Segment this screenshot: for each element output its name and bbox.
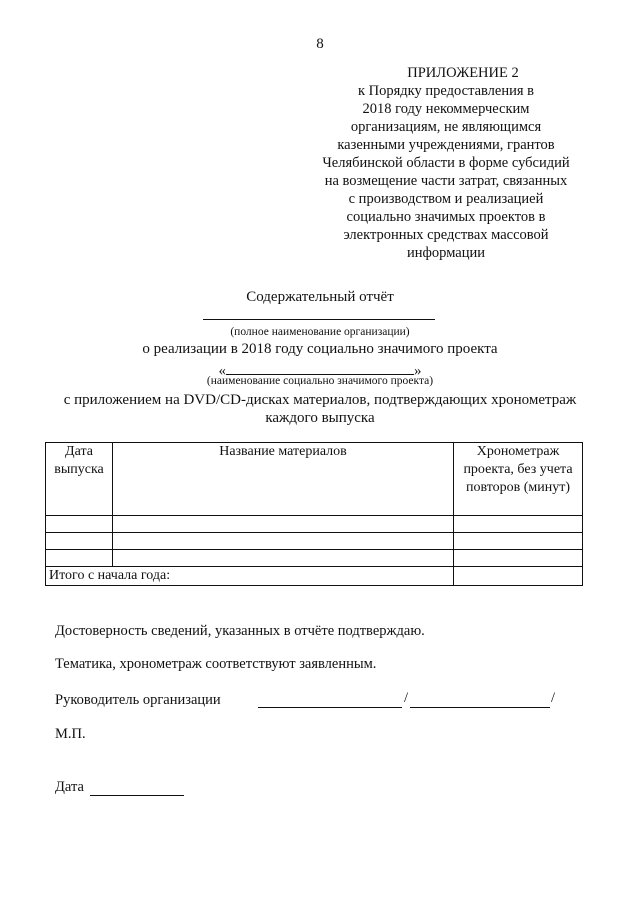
- appendix-title: ПРИЛОЖЕНИЕ 2: [407, 65, 519, 81]
- appendix-line: казенными учреждениями, грантов: [337, 137, 555, 153]
- head-of-organization-label: Руководитель организации: [55, 692, 221, 708]
- table-cell: [113, 533, 454, 550]
- header-material-name: Название материалов: [113, 443, 454, 516]
- signature-name-line: [410, 707, 550, 708]
- signature-separator: /: [404, 690, 409, 706]
- page-number: 8: [316, 36, 324, 52]
- stamp-label: М.П.: [55, 726, 86, 742]
- total-value: [454, 567, 583, 586]
- signature-line: [258, 707, 402, 708]
- appendix-line: 2018 году некоммерческим: [362, 101, 530, 117]
- table-cell: [113, 516, 454, 533]
- table-row: [46, 550, 583, 567]
- table-cell: [46, 533, 113, 550]
- attachment-note-line: каждого выпуска: [265, 410, 375, 426]
- date-label: Дата: [55, 779, 84, 795]
- table-cell: [454, 550, 583, 567]
- appendix-line: информации: [407, 245, 485, 261]
- attachment-note-line: с приложением на DVD/CD-дисках материалов, подтверждающих хронометраж: [63, 392, 577, 408]
- date-line: [90, 795, 184, 796]
- project-name-blank: [226, 362, 414, 375]
- table-cell: [454, 516, 583, 533]
- table-cell: [113, 550, 454, 567]
- table-total-row: [46, 567, 583, 586]
- header-timing: Хронометраж проекта, без учета повторов (минут): [454, 443, 583, 516]
- table-cell: [454, 533, 583, 550]
- appendix-line: социально значимых проектов в: [346, 209, 546, 225]
- table-cell: [46, 550, 113, 567]
- appendix-line: Челябинской области в форме субсидий: [322, 155, 570, 171]
- table-cell: [46, 516, 113, 533]
- project-caption: (наименование социально значимого проекта): [206, 375, 434, 387]
- appendix-line: организациям, не являющимся: [350, 119, 542, 135]
- project-title: о реализации в 2018 году социально значимого проекта: [142, 341, 498, 357]
- materials-table: [45, 442, 583, 586]
- appendix-line: с производством и реализацией: [348, 191, 544, 207]
- table-header-row: [46, 443, 583, 516]
- appendix-reference: [312, 82, 580, 262]
- header-release-date: Дата выпуска: [46, 443, 113, 516]
- table-row: [46, 516, 583, 533]
- table-row: [46, 533, 583, 550]
- confirmation-text: Достоверность сведений, указанных в отчёте подтверждаю.: [55, 623, 425, 639]
- appendix-line: на возмещение части затрат, связанных: [324, 173, 568, 189]
- total-label: Итого с начала года:: [46, 567, 454, 586]
- quote-open: «: [218, 363, 226, 379]
- attachment-note: [40, 391, 600, 427]
- signature-end-separator: /: [551, 690, 556, 706]
- quote-close: »: [414, 363, 422, 379]
- organization-name-line: [203, 319, 435, 320]
- appendix-line: к Порядку предоставления в: [357, 83, 535, 99]
- appendix-line: электронных средствах массовой: [343, 227, 549, 243]
- organization-caption: (полное наименование организации): [230, 326, 410, 338]
- appendix-header: [312, 64, 580, 262]
- report-title: Содержательный отчёт: [246, 289, 394, 305]
- theme-text: Тематика, хронометраж соответствуют заявленным.: [55, 656, 377, 672]
